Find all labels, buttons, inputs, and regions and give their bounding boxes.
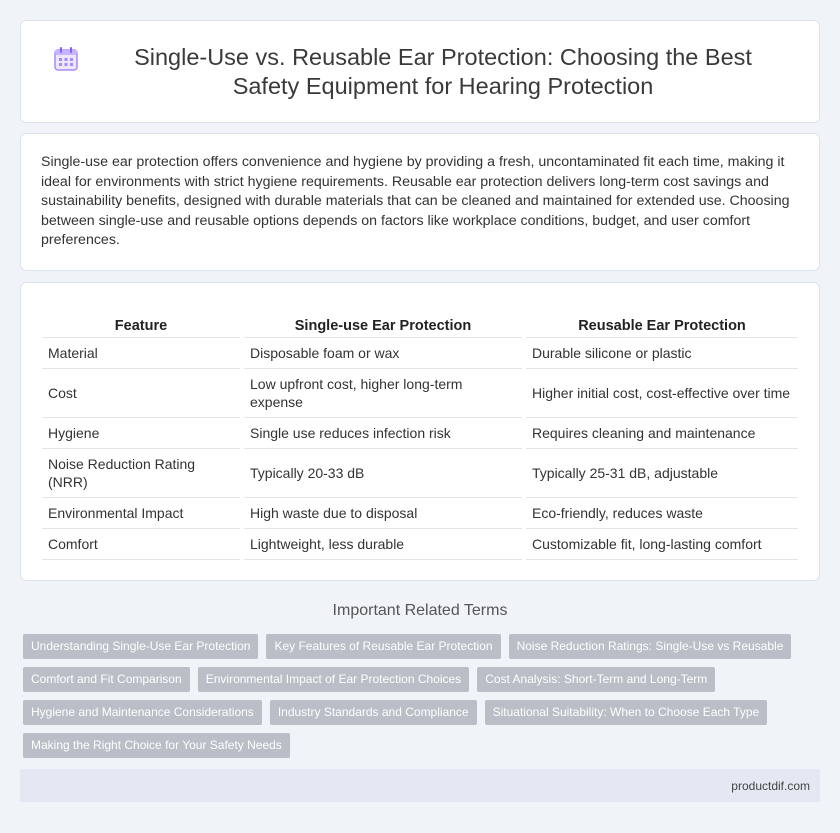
related-term-tag[interactable]: Making the Right Choice for Your Safety Needs xyxy=(23,733,290,758)
table-cell: Typically 20-33 dB xyxy=(242,449,524,498)
column-header: Single-use Ear Protection xyxy=(242,314,524,338)
table-cell: Typically 25-31 dB, adjustable xyxy=(524,449,798,498)
intro-paragraph: Single-use ear protection offers convenience and hygiene by providing a fresh, uncontaminated fit each time, making it ideal for environments with strict hygiene requirements. Reusable ear protection delivers long-term cost savings and sustainability benefits, designed with durable materials that can be cleaned and maintained for extended use. Choosing between single-use and reusable options depends on factors like workplace conditions, budget, and user comfort preferences. xyxy=(41,154,790,248)
table-cell: Eco-friendly, reduces waste xyxy=(524,498,798,529)
table-cell: Higher initial cost, cost-effective over time xyxy=(524,369,798,418)
related-term-tag[interactable]: Comfort and Fit Comparison xyxy=(23,667,190,692)
table-row xyxy=(42,529,798,560)
table-row xyxy=(42,369,798,418)
header-card xyxy=(20,20,820,123)
table-row xyxy=(42,418,798,449)
column-header: Feature xyxy=(42,314,242,338)
related-term-tag[interactable]: Environmental Impact of Ear Protection Choices xyxy=(198,667,469,692)
related-term-tag[interactable]: Hygiene and Maintenance Considerations xyxy=(23,700,262,725)
page-title: Single-Use vs. Reusable Ear Protection: Choosing the Best Safety Equipment for Hearing Protection xyxy=(134,43,752,99)
table-row xyxy=(42,498,798,529)
comparison-table-card xyxy=(20,282,820,581)
table-header-row xyxy=(42,314,798,338)
related-terms-title: Important Related Terms xyxy=(332,602,508,619)
table-cell: Hygiene xyxy=(42,418,242,449)
intro-card xyxy=(20,133,820,271)
table-cell: Comfort xyxy=(42,529,242,560)
related-terms-tags xyxy=(23,634,803,766)
table-cell: Customizable fit, long-lasting comfort xyxy=(524,529,798,560)
column-header: Reusable Ear Protection xyxy=(524,314,798,338)
related-term-tag[interactable]: Industry Standards and Compliance xyxy=(270,700,477,725)
related-term-tag[interactable]: Situational Suitability: When to Choose Each Type xyxy=(485,700,768,725)
related-term-tag[interactable]: Noise Reduction Ratings: Single-Use vs Reusable xyxy=(509,634,792,659)
table-cell: Durable silicone or plastic xyxy=(524,338,798,369)
table-cell: Requires cleaning and maintenance xyxy=(524,418,798,449)
footer-site-link[interactable]: productdif.com xyxy=(731,779,810,793)
table-cell: Low upfront cost, higher long-term expense xyxy=(242,369,524,418)
comparison-table xyxy=(42,314,798,560)
table-row xyxy=(42,449,798,498)
related-term-tag[interactable]: Understanding Single-Use Ear Protection xyxy=(23,634,258,659)
table-cell: High waste due to disposal xyxy=(242,498,524,529)
related-term-tag[interactable]: Cost Analysis: Short-Term and Long-Term xyxy=(477,667,715,692)
table-cell: Disposable foam or wax xyxy=(242,338,524,369)
table-cell: Noise Reduction Rating (NRR) xyxy=(42,449,242,498)
footer xyxy=(20,769,820,802)
related-term-tag[interactable]: Key Features of Reusable Ear Protection xyxy=(266,634,500,659)
table-row xyxy=(42,338,798,369)
table-cell: Material xyxy=(42,338,242,369)
table-cell: Environmental Impact xyxy=(42,498,242,529)
table-cell: Cost xyxy=(42,369,242,418)
table-cell: Single use reduces infection risk xyxy=(242,418,524,449)
table-cell: Lightweight, less durable xyxy=(242,529,524,560)
